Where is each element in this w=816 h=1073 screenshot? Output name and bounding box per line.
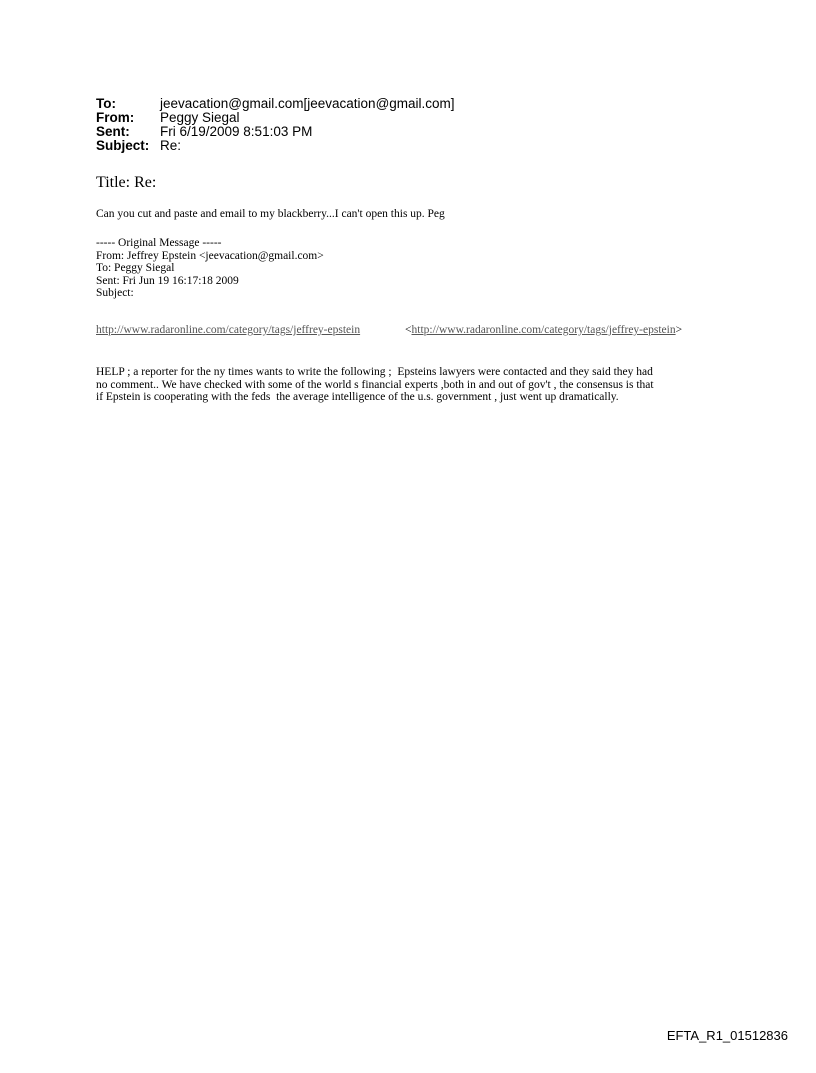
to-value: jeevacation@gmail.com[jeevacation@gmail.com] [160,96,455,111]
subject-row [96,139,455,153]
original-sent: Sent: Fri Jun 19 16:17:18 2009 [96,274,239,287]
sent-value: Fri 6/19/2009 8:51:03 PM [160,124,313,139]
help-line-3: if Epstein is cooperating with the feds the average intelligence of the u.s. government , just went up dramatically. [96,391,619,403]
subject-value: Re: [160,138,182,153]
bracket-open: < [405,324,412,336]
radaronline-link-2[interactable]: http://www.radaronline.com/category/tags/jeffrey-epstein [411,324,676,336]
email-header [96,97,455,153]
to-row [96,97,455,111]
message-body-line: Can you cut and paste and email to my blackberry...I can't open this up. Peg [96,208,445,220]
original-from: From: Jeffrey Epstein <jeevacation@gmail.com> [96,249,324,262]
original-divider: ----- Original Message ----- [96,237,222,249]
sent-row [96,125,455,139]
from-row [96,111,455,125]
bracket-close: > [675,324,683,336]
to-label: To: [96,96,116,111]
original-subject: Subject: [96,287,134,299]
help-line-1: HELP ; a reporter for the ny times wants to write the following ; Epsteins lawyers were contacted and they said they had [96,366,653,378]
original-to: To: Peggy Siegal [96,262,175,274]
from-label: From: [96,110,135,125]
sent-label: Sent: [96,124,130,139]
from-value: Peggy Siegal [160,110,240,125]
radaronline-link-bracketed [405,324,682,337]
original-message [96,237,324,300]
help-paragraph [96,366,736,404]
help-line-2: no comment.. We have checked with some of the world s financial experts ,both in and out of gov't , the consensus is that [96,378,654,391]
message-title: Title: Re: [96,174,157,191]
document-id: EFTA_R1_01512836 [666,1028,788,1043]
subject-label: Subject: [96,138,150,153]
radaronline-link[interactable]: http://www.radaronline.com/category/tags/jeffrey-epstein [96,324,361,336]
